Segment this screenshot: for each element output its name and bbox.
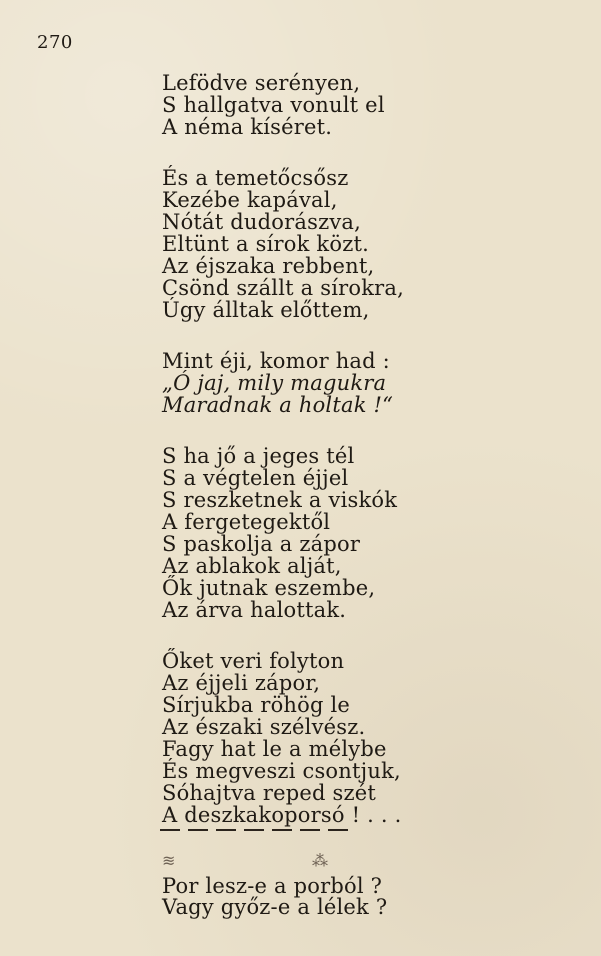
poem-line-italic: Maradnak a holtak !“	[162, 393, 394, 417]
poem-line: S ha jő a jeges tél	[162, 444, 355, 468]
divider-dash	[300, 829, 320, 831]
divider-dash	[272, 829, 292, 831]
ornament-left-icon: ≋	[162, 851, 177, 870]
closing-lines	[162, 876, 387, 918]
poem-line: Fagy hat le a mélybe	[162, 737, 387, 761]
poem-line: A néma kíséret.	[162, 115, 333, 139]
stanza-3	[162, 350, 492, 416]
poem-body	[162, 72, 492, 826]
poem-line: Sírjukba röhög le	[162, 693, 351, 717]
divider-dash	[216, 829, 236, 831]
stanza-4	[162, 445, 492, 621]
ornament-right-icon: ⁂	[312, 851, 329, 870]
poem-line: Nótát dudorászva,	[162, 210, 362, 234]
poem-line: Úgy álltak előttem,	[162, 298, 370, 322]
poem-line: Mint éji, komor had :	[162, 349, 390, 373]
poem-line-italic: „Ó jaj, mily magukra	[162, 371, 387, 395]
poem-line: Csönd szállt a sírokra,	[162, 276, 404, 300]
poem-line: A fergetegektől	[162, 510, 331, 534]
poem-line: Az éjszaka rebbent,	[162, 254, 375, 278]
poem-line: Ők jutnak eszembe,	[162, 576, 376, 600]
poem-line: Kezébe kapával,	[162, 188, 338, 212]
stanza-2	[162, 167, 492, 321]
poem-line: És megveszi csontjuk,	[162, 759, 401, 783]
poem-line: Az éjjeli zápor,	[162, 671, 321, 695]
divider-dash	[188, 829, 208, 831]
poem-line: Lefödve serényen,	[162, 71, 361, 95]
poem-line: A deszkakoporsó ! . . .	[162, 803, 402, 827]
page-number: 270	[37, 32, 73, 53]
poem-line: Őket veri folyton	[162, 649, 345, 673]
poem-line: És a temetőcsősz	[162, 166, 349, 190]
divider-dash	[160, 829, 180, 831]
poem-line: Eltünt a sírok közt.	[162, 232, 369, 256]
poem-line: Sóhajtva reped szét	[162, 781, 377, 805]
section-divider	[160, 829, 358, 831]
stanza-1	[162, 72, 492, 138]
poem-line: Az árva halottak.	[162, 598, 347, 622]
divider-dash	[244, 829, 264, 831]
poem-line: S hallgatva vonult el	[162, 93, 385, 117]
poem-line: S paskolja a zápor	[162, 532, 361, 556]
stanza-5	[162, 650, 492, 826]
divider-dash	[328, 829, 348, 831]
poem-line: S a végtelen éjjel	[162, 466, 349, 490]
poem-line: Az északi szélvész.	[162, 715, 366, 739]
poem-line: Az ablakok alját,	[162, 554, 342, 578]
closing-line: Por lesz-e a porból ?	[162, 874, 383, 898]
poem-line: S reszketnek a viskók	[162, 488, 398, 512]
closing-line: Vagy győz-e a lélek ?	[162, 895, 388, 919]
